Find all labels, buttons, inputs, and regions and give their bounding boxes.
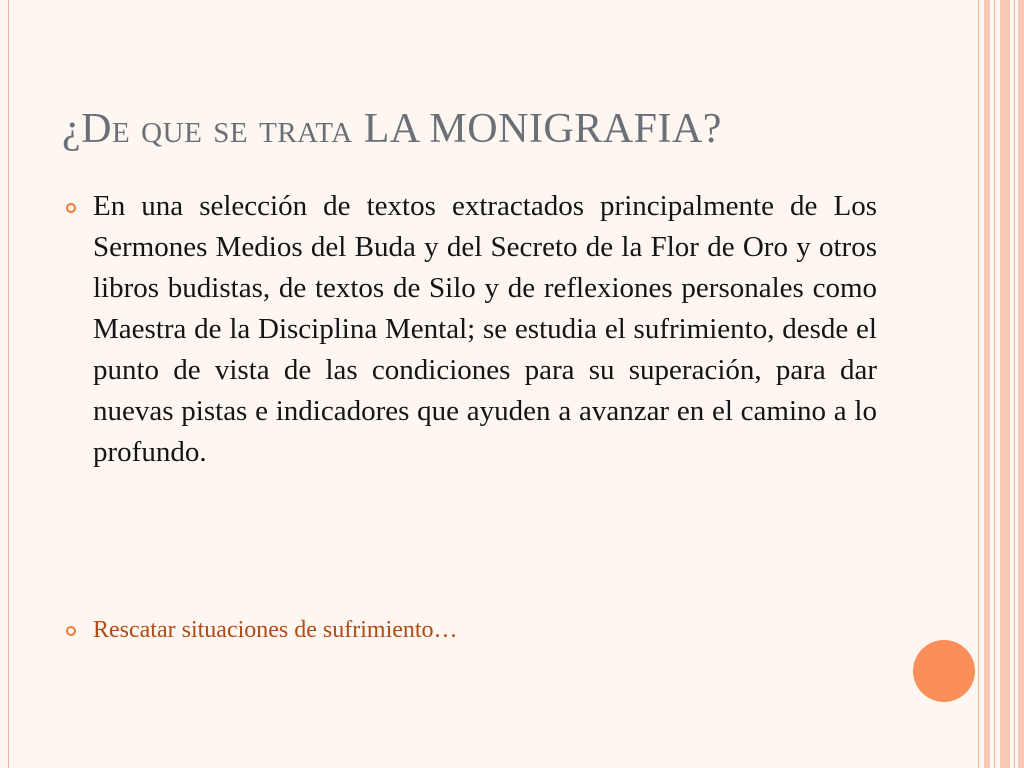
decorative-stripe <box>978 0 979 768</box>
left-border-line <box>8 0 9 768</box>
slide-title <box>62 105 942 153</box>
decorative-stripe <box>1000 0 1010 768</box>
bullet-circle-icon <box>66 203 76 213</box>
bullet-circle-icon <box>66 626 76 636</box>
slide-title-prefix: ¿De que se trata <box>62 106 353 152</box>
slide-title-main: LA MONIGRAFIA? <box>363 106 722 152</box>
decorative-stripe <box>1014 0 1015 768</box>
decorative-stripe <box>984 0 990 768</box>
bullet-text-2: Rescatar situaciones de sufrimiento… <box>93 617 458 643</box>
decorative-stripe <box>994 0 995 768</box>
decorative-circle <box>913 640 975 702</box>
bullet-text-1: En una selección de textos extractados principalmente de Los Sermones Medios del Buda y del Secreto de la Flor de Oro y otros libros budistas, de textos de Silo y de reflexiones personales como Maestra de la Disciplina Mental; se estudia el sufrimiento, desde el punto de vista de las condiciones para su superación, para dar nuevas pistas e indicadores que ayuden a avanzar en el camino a lo profundo. <box>93 190 877 468</box>
decorative-stripe <box>1018 0 1024 768</box>
